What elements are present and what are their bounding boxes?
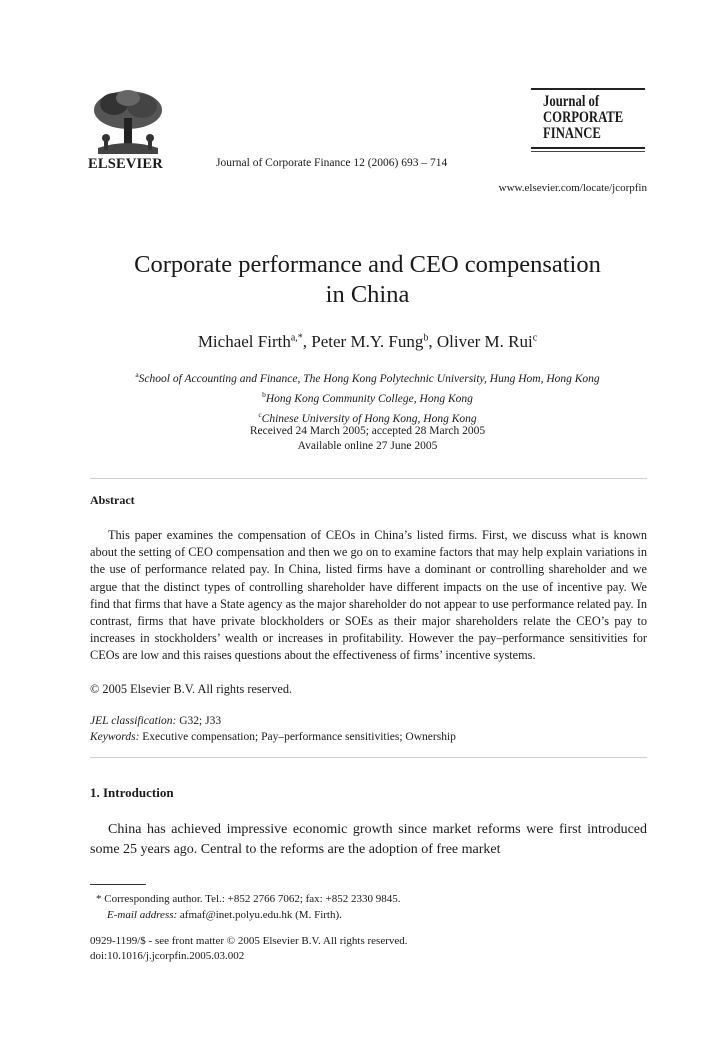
keywords-label: Keywords: <box>90 731 140 743</box>
article-title <box>80 250 655 310</box>
author-name: Oliver M. Rui <box>436 332 533 351</box>
divider <box>90 478 647 479</box>
affiliation <box>80 367 655 387</box>
author-list: Michael Firth$^{a,*}$, Peter M.Y. Fung$^b$, Oliver M. Rui$^c$ <box>197 332 538 351</box>
keywords-value: Executive compensation; Pay–performance sensitivities; Ownership <box>142 731 456 743</box>
logo-rule-bottom <box>531 147 645 149</box>
abstract-copyright: © 2005 Elsevier B.V. All rights reserved. <box>90 682 293 696</box>
affiliation-text: School of Accounting and Finance, The Hong Kong Polytechnic University, Hung Hom, Hong Kong <box>138 372 600 385</box>
jel-value: G32; J33 <box>179 715 222 727</box>
keywords <box>90 731 456 743</box>
doi-line[interactable]: doi:10.1016/j.jcorpfin.2005.03.002 <box>90 950 245 962</box>
corresponding-author-note: * Corresponding author. Tel.: +852 2766 7062; fax: +852 2330 9845. <box>96 893 401 905</box>
affiliation-sup: a <box>135 370 139 379</box>
title-line: in China <box>325 281 410 308</box>
email-note <box>107 909 342 921</box>
logo-rule-top <box>531 88 645 90</box>
elsevier-tree-icon <box>88 88 168 154</box>
affiliation-sup: b <box>262 389 266 399</box>
affiliation-text: Hong Kong Community College, Hong Kong <box>265 392 473 405</box>
author-sup: b <box>423 332 429 344</box>
email-value[interactable]: afmaf@inet.polyu.edu.hk (M. Firth). <box>179 909 342 921</box>
online-date: Available online 27 June 2005 <box>297 440 438 452</box>
author-name: Michael Firth <box>197 332 291 351</box>
affiliation-sup: c <box>258 409 262 419</box>
journal-logo-line: CORPORATE <box>543 109 624 126</box>
journal-logo-line: Journal of <box>543 93 600 110</box>
publisher-name: ELSEVIER <box>88 156 163 172</box>
affiliations <box>80 367 655 426</box>
title-line: Corporate performance and CEO compensation <box>134 251 601 278</box>
footnote-rule <box>90 884 146 885</box>
author-name: Peter M.Y. Fung <box>311 332 424 351</box>
affiliation-text: Chinese University of Hong Kong, Hong Kong <box>261 412 477 425</box>
jel-label: JEL classification: <box>90 715 177 727</box>
abstract-heading: Abstract <box>90 493 135 507</box>
intro-paragraph: China has achieved impressive economic growth since market reforms were first introduced some 25 years ago. Central to the reforms are the adoption of free market <box>90 822 647 857</box>
journal-logo-line: FINANCE <box>543 125 601 142</box>
abstract-body: This paper examines the compensation of CEOs in China’s listed firms. First, we discuss what is known about the setting of CEO compensation and then we go on to examine factors that may help explain variations in the use of performance related pay. In China, listed firms have a dominant or controlling shareholder and we argue that the distinct types of controlling shareholder have different impacts on the use of incentive pay. We find that firms that have a State agency as the major shareholder do not appear to use performance related pay. In contrast, firms that have private blockholders or SOEs as their major shareholders relate the CEO’s pay to increases in stockholders’ wealth or increases in profitability. However the pay–performance sensitivities for CEOs are low and this raises questions about the effectiveness of firms’ incentive systems. <box>90 528 647 663</box>
logo-rule-thin <box>531 151 645 152</box>
author-sup: c <box>532 332 538 344</box>
journal-url[interactable]: www.elsevier.com/locate/jcorpfin <box>498 182 647 194</box>
elsevier-logo <box>88 88 168 173</box>
email-label: E-mail address: <box>107 909 178 921</box>
journal-logo <box>531 88 645 152</box>
received-date: Received 24 March 2005; accepted 28 March 2005 <box>249 425 486 437</box>
journal-citation: Journal of Corporate Finance 12 (2006) 693 – 714 <box>216 157 448 169</box>
section-heading: 1. Introduction <box>90 785 174 800</box>
divider <box>90 757 647 758</box>
issn-line: 0929-1199/$ - see front matter © 2005 Elsevier B.V. All rights reserved. <box>90 935 408 947</box>
jel-classification <box>90 715 221 727</box>
article-dates <box>80 424 655 454</box>
journal-logo-text <box>543 94 627 142</box>
author-sup: a,* <box>290 332 303 344</box>
affiliation <box>80 387 655 407</box>
